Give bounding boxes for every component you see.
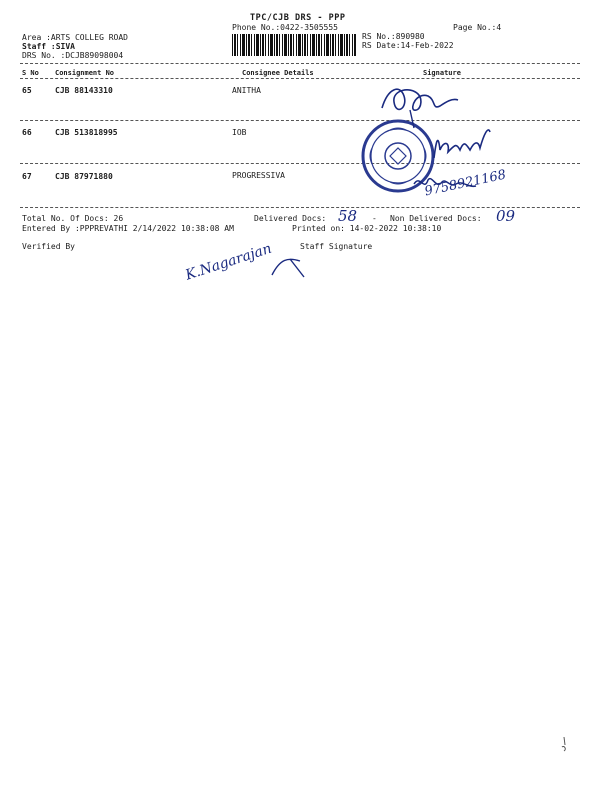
verifier-signature-flourish <box>270 255 310 280</box>
column-consignment: Consignment No <box>55 69 115 77</box>
row-consignment: CJB 88143310 <box>55 86 113 95</box>
scan-mark <box>560 735 570 753</box>
row-consignee: PROGRESSIVA <box>232 171 285 180</box>
row-consignee: IOB <box>232 128 247 137</box>
staff-field: Staff :SIVA <box>22 42 75 51</box>
printed-on: Printed on: 14-02-2022 10:38:10 <box>292 224 442 233</box>
handwritten-phone-note: 9758921168 <box>423 167 508 200</box>
non-delivered-docs-label: Non Delivered Docs: <box>390 214 482 223</box>
row-consignment: CJB 513818995 <box>55 128 118 137</box>
rs-date: RS Date:14-Feb-2022 <box>362 41 454 50</box>
verified-by-label: Verified By <box>22 242 75 251</box>
drs-number: DRS No. :DCJB89098004 <box>22 51 124 60</box>
row-sno: 65 <box>22 86 32 95</box>
row-sno: 67 <box>22 172 32 181</box>
staff-signature-label: Staff Signature <box>300 242 373 251</box>
total-docs: Total No. Of Docs: 26 <box>22 214 124 223</box>
phone-number: Phone No.:0422-3505555 <box>232 23 338 32</box>
column-rule <box>20 78 580 79</box>
entered-by: Entered By :PPPREVATHI 2/14/2022 10:38:08 AM <box>22 224 234 233</box>
rs-number: RS No.:890980 <box>362 32 425 41</box>
column-consignee: Consignee Details <box>242 69 314 77</box>
delivered-docs-label: Delivered Docs: <box>254 214 327 223</box>
row-sno: 66 <box>22 128 32 137</box>
column-sno: S No <box>22 69 39 77</box>
document-title: TPC/CJB DRS - PPP <box>250 13 346 23</box>
row-consignment: CJB 87971880 <box>55 172 113 181</box>
column-signature: Signature <box>423 69 461 77</box>
verifier-signature: K.Nagarajan <box>183 240 274 284</box>
non-delivered-docs-value: 09 <box>496 207 516 225</box>
delivered-docs-value: 58 <box>338 207 358 225</box>
area-field: Area :ARTS COLLEG ROAD <box>22 33 128 42</box>
signature-row-66 <box>430 120 500 165</box>
page-number: Page No.:4 <box>453 23 502 32</box>
barcode <box>232 34 356 56</box>
header-rule <box>20 63 580 64</box>
delivered-dash: - <box>372 214 377 223</box>
row-consignee: ANITHA <box>232 86 261 95</box>
